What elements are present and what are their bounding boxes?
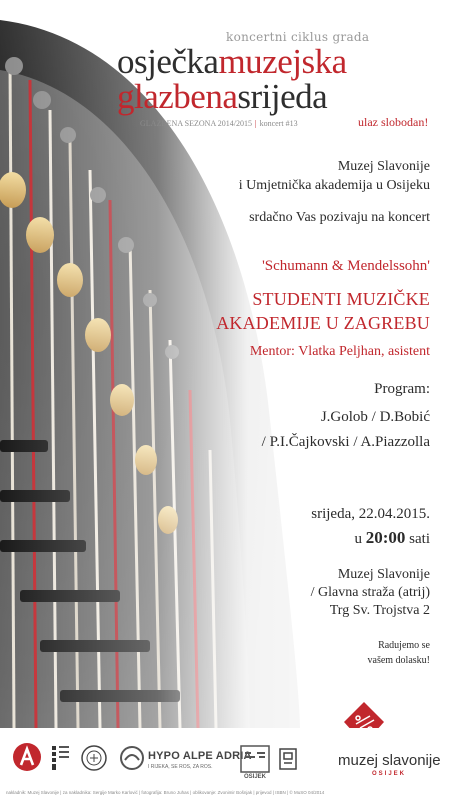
concert-time — [354, 528, 430, 548]
venue-line-1: Muzej Slavonije — [337, 567, 430, 582]
free-entry-label: ulaz slobodan! — [358, 115, 429, 129]
performers-line-2: AKADEMIJE U ZAGREBU — [216, 313, 430, 333]
title-word-srijeda: srijeda — [237, 77, 328, 116]
performers-line-1: STUDENTI MUZIČKE — [252, 289, 430, 309]
program-line-2: / P.I.Čajkovski / A.Piazzolla — [261, 434, 430, 450]
hypo-alpe-adria-subtitle: I RIJEKA, SE ROS, ZA ROS. — [148, 764, 213, 770]
glyph-logo-icon — [278, 747, 298, 771]
concert-date: srijeda, 22.04.2015. — [311, 506, 430, 522]
city-crest-icon — [80, 744, 108, 772]
hypo-alpe-adria-logo-icon — [118, 746, 146, 770]
concert-number: koncert #13 — [259, 119, 298, 128]
season-separator-icon: | — [255, 119, 257, 128]
title-word-osjecka: osječka — [117, 42, 219, 81]
a-logo-icon — [12, 742, 42, 772]
venue-line-3: Trg Sv. Trojstva 2 — [329, 603, 430, 618]
museum-name: muzej slavonije — [338, 752, 441, 769]
time-suffix: sati — [409, 531, 430, 547]
program-heading: Program: — [374, 381, 430, 397]
season-info — [140, 119, 298, 128]
title-word-glazbena: glazbena — [117, 77, 238, 116]
invitation-text: srdačno Vas pozivaju na koncert — [249, 210, 430, 225]
concert-title: 'Schumann & Mendelssohn' — [262, 258, 430, 274]
osijek-tourism-logo-icon — [240, 745, 270, 773]
time-hour: 20:00 — [365, 528, 406, 547]
season-label: GLAZBENA SEZONA 2014/2015 — [140, 119, 252, 128]
title-word-muzejska: muzejska — [218, 42, 347, 81]
mentor: Mentor: Vlatka Peljhan, asistent — [249, 344, 430, 359]
hypo-alpe-adria-name: HYPO ALPE ADRIA — [148, 750, 252, 762]
closing-line-1: Radujemo se — [378, 640, 430, 651]
ministry-logo-icon — [50, 744, 72, 772]
museum-city: OSIJEK — [372, 771, 407, 777]
organizer-2: i Umjetnička akademija u Osijeku — [238, 178, 430, 193]
time-prefix: u — [354, 531, 362, 547]
osijek-label: OSIJEK — [244, 774, 267, 780]
concert-series-label: koncertni ciklus grada — [226, 30, 370, 44]
credits-line: nakladnik: Muzej Slavonije | za nakladnika: Sergije Marko Karlović | fotografija: Bruno Juhas | oblikovanje: Zvonimir Bošnjak | prijevod | ISBN | © MuSO 04/2014 — [6, 790, 325, 795]
organizer-1: Muzej Slavonije — [337, 159, 430, 174]
closing-line-2: vašem dolasku! — [367, 655, 430, 666]
program-line-1: J.Golob / D.Bobić — [320, 409, 430, 425]
title-line-2 — [117, 79, 327, 114]
venue-line-2: / Glavna straža (atrij) — [310, 585, 430, 600]
title-line-1 — [117, 44, 347, 79]
